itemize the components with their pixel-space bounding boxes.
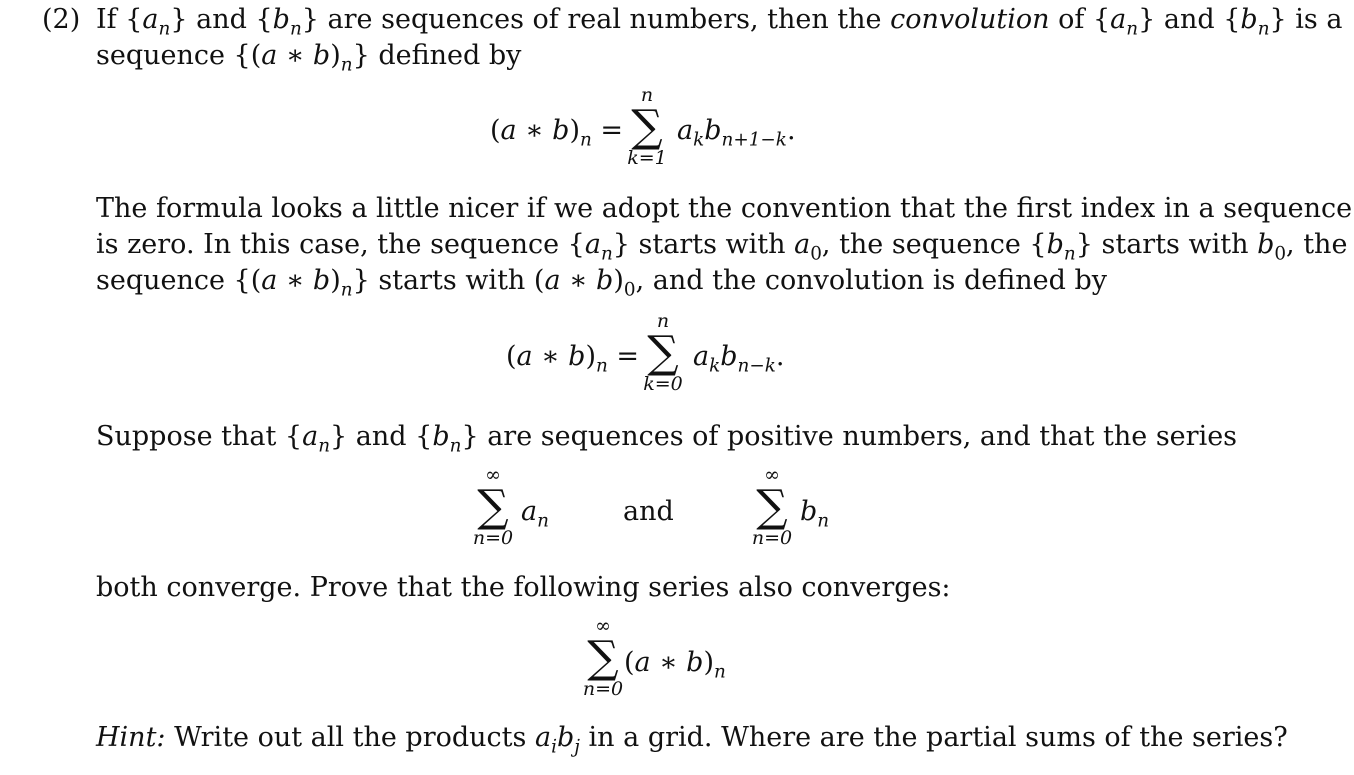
paragraph-3: Suppose that $\{a_n\}$ and $\{b_n\}$ are sequences of positive numbers, and that the series <box>96 421 1238 457</box>
convolution-term: convolution <box>890 4 1050 35</box>
series-b-sum: ∞ ∑ n=0 <box>751 464 793 549</box>
paragraph-2-line-3: sequence {(a ∗ $b)_n$} starts with (a ∗ $b)_0$, and the convolution is defined by <box>96 265 1108 301</box>
paragraph-2-line-2: is zero. In this case, the sequence $\{a_n\}$ starts with $a_0$, the sequence $\{b_n\}$ starts with $b_0$, the <box>96 229 1348 265</box>
convolution-series-sum: ∞ ∑ n=0 <box>582 615 624 700</box>
equation-2-lhs: (a ∗ $b)_n$ = <box>506 341 640 377</box>
series-a-term: $a_n$ <box>521 496 549 532</box>
equation-1-sum: n ∑ k=1 <box>627 84 667 169</box>
series-a-sum: ∞ ∑ n=0 <box>472 464 514 549</box>
intro-line-2: sequence {(a ∗ $b)_n$} defined by <box>96 40 522 76</box>
equation-1-rhs: $a_kb_{n+1-k}$. <box>677 115 796 151</box>
convolution-series-term: (a ∗ $b)_n$ <box>624 647 726 683</box>
equation-1-lhs: (a ∗ $b)_n$ = <box>490 115 624 151</box>
hint: Hint: Write out all the products $a_ib_j$ in a grid. Where are the partial sums of the series? <box>96 722 1288 758</box>
series-b-term: $b_n$ <box>800 496 830 532</box>
equation-2-sum: n ∑ k=0 <box>643 310 683 395</box>
paragraph-4: both converge. Prove that the following series also converges: <box>96 572 951 603</box>
intro-line-1: If $\{a_n\}$ and $\{b_n\}$ are sequences of real numbers, then the convolution of $\{a_n\}$ and $\{b_n\}$ is a <box>96 4 1343 40</box>
hint-label: Hint: <box>96 722 166 753</box>
series-and: and <box>623 496 674 527</box>
paragraph-2-line-1: The formula looks a little nicer if we adopt the convention that the first index in a sequence <box>96 193 1353 224</box>
equation-2-rhs: $a_kb_{n-k}$. <box>693 341 785 377</box>
problem-number: (2) <box>42 4 81 35</box>
